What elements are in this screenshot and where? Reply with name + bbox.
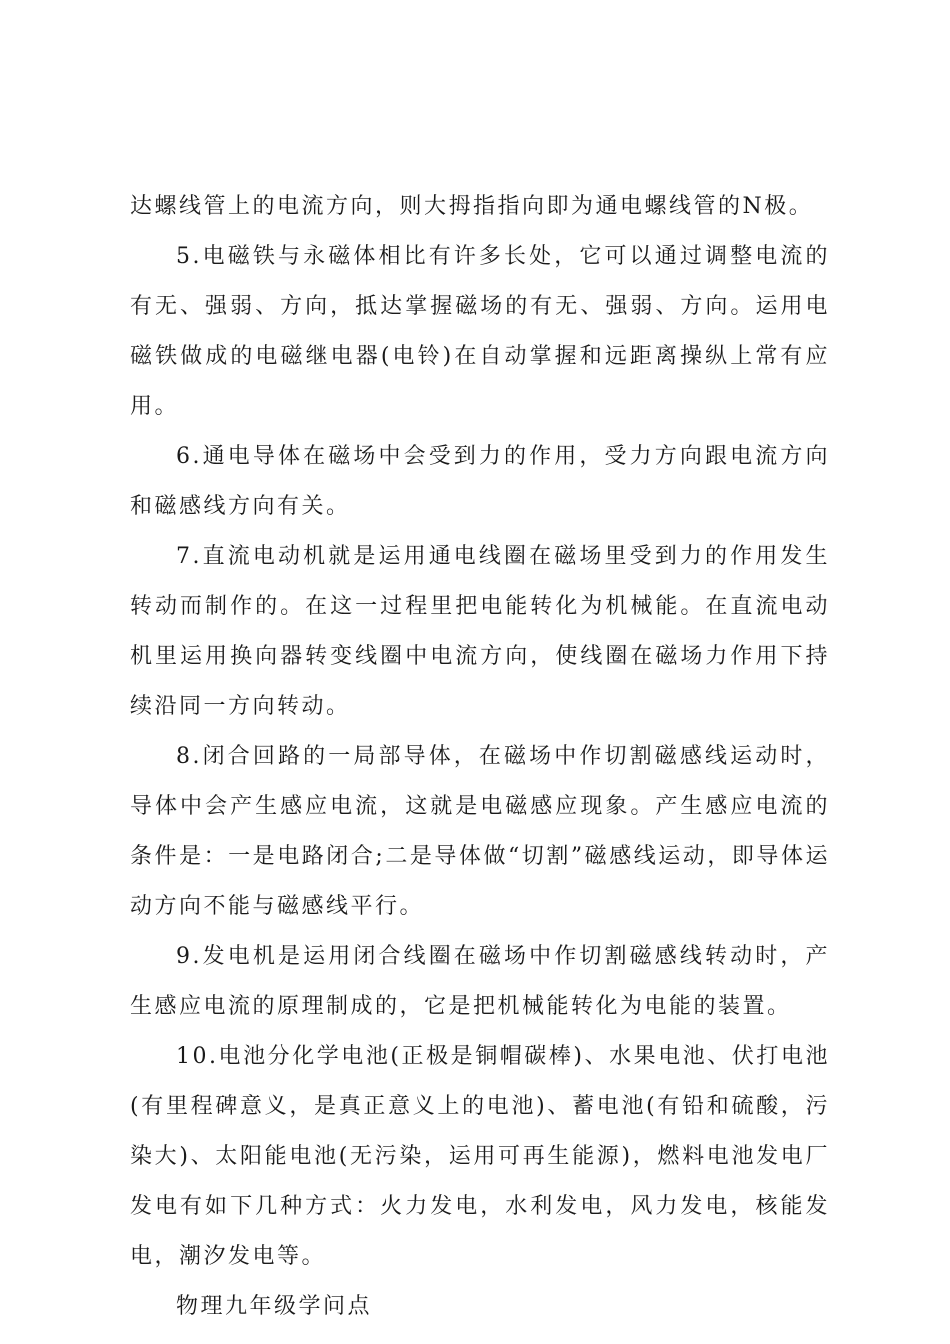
- paragraph-item-7: 7.直流电动机就是运用通电线圈在磁场里受到力的作用发生转动而制作的。在这一过程里把电能转化为机械能。在直流电动机里运用换向器转变线圈中电流方向，使线圈在磁场力作用下持续沿同一方向转动。: [130, 544, 830, 719]
- document-body: [130, 182, 830, 1332]
- paragraph-item-10: 10.电池分化学电池(正极是铜帽碳棒)、水果电池、伏打电池(有里程碑意义，是真正意义上的电池)、蓄电池(有铅和硫酸，污染大)、太阳能电池(无污染，运用可再生能源)，燃料电池发电厂发电有如下几种方式：火力发电，水利发电，风力发电，核能发电，潮汐发电等。: [130, 1044, 830, 1269]
- paragraph-item-5: 5.电磁铁与永磁体相比有许多长处，它可以通过调整电流的有无、强弱、方向，抵达掌握磁场的有无、强弱、方向。运用电磁铁做成的电磁继电器(电铃)在自动掌握和远距离操纵上常有应用。: [130, 244, 830, 419]
- paragraph-item-6: 6.通电导体在磁场中会受到力的作用，受力方向跟电流方向和磁感线方向有关。: [130, 444, 830, 519]
- paragraph-item-9: 9.发电机是运用闭合线圈在磁场中作切割磁感线转动时，产生感应电流的原理制成的，它是把机械能转化为电能的装置。: [130, 944, 830, 1019]
- paragraph-continuation: 达螺线管上的电流方向，则大拇指指向即为通电螺线管的N极。: [130, 194, 814, 219]
- paragraph-item-8: 8.闭合回路的一局部导体，在磁场中作切割磁感线运动时，导体中会产生感应电流，这就是电磁感应现象。产生感应电流的条件是：一是电路闭合;二是导体做“切割”磁感线运动，即导体运动方向不能与磁感线平行。: [130, 744, 830, 919]
- section-heading: 物理九年级学问点: [176, 1294, 373, 1319]
